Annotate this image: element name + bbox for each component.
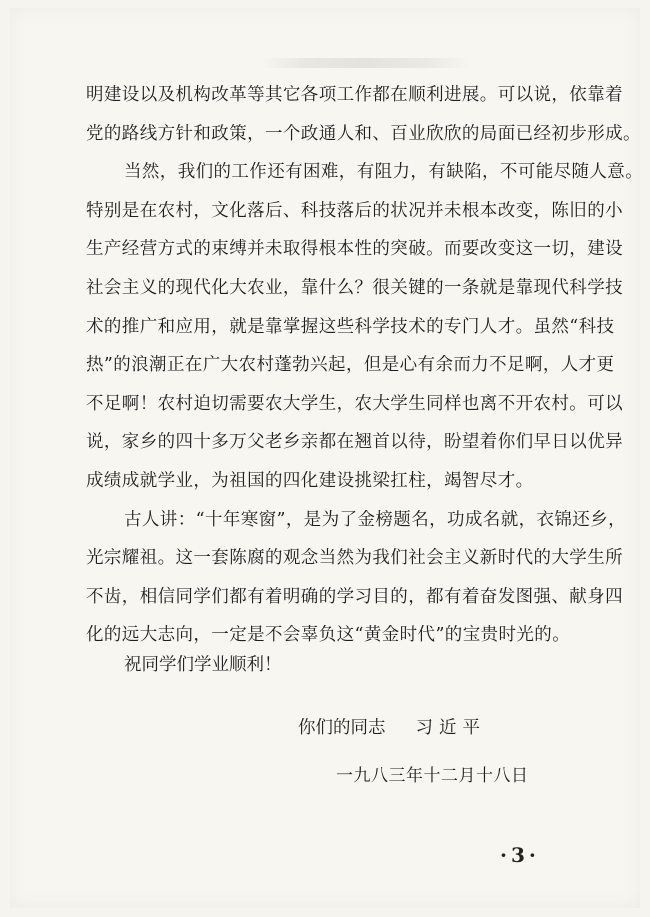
text-line: 化的远大志向，一定是不会辜负这“黄金时代”的宝贵时光的。 bbox=[86, 625, 571, 646]
signature-name: 习近平 bbox=[415, 718, 486, 738]
text-line: 党的路线方针和政策，一个政通人和、百业欣欣的局面已经初步形成。 bbox=[86, 123, 641, 144]
letter-date: 一九八三年十二月十八日 bbox=[336, 766, 529, 786]
text-line: 热”的浪潮正在广大农村蓬勃兴起，但是心有余而力不足啊，人才更 bbox=[86, 355, 615, 376]
text-line: 说，家乡的四十多万父老乡亲都在翘首以待，盼望着你们早日以优异 bbox=[86, 432, 623, 453]
text-line: 特别是在农村，文化落后、科技落后的状况并未根本改变，陈旧的小 bbox=[86, 200, 623, 221]
text-line: 光宗耀祖。这一套陈腐的观念当然为我们社会主义新时代的大学生所 bbox=[86, 548, 623, 569]
closing-line: 祝同学们学业顺利！ bbox=[124, 655, 282, 675]
signature-prefix: 你们的同志 bbox=[298, 718, 386, 738]
text-line: 明建设以及机构改革等其它各项工作都在顺利进展。可以说，依靠着 bbox=[86, 85, 623, 105]
text-line: 不足啊！农村迫切需要农大学生，农大学生同样也离不开农村。可以 bbox=[86, 393, 623, 414]
text-line: 当然，我们的工作还有困难，有阻力，有缺陷，不可能尽随人意。 bbox=[124, 162, 644, 183]
signature bbox=[298, 714, 486, 739]
bleed-through-mark bbox=[260, 58, 470, 68]
text-line: 不齿，相信同学们都有着明确的学习目的，都有着奋发图强、献身四 bbox=[86, 586, 623, 607]
text-line: 成绩成就学业，为祖国的四化建设挑梁扛柱，竭智尽才。 bbox=[86, 470, 534, 491]
text-line: 社会主义的现代化大农业，靠什么？很关键的一条就是靠现代科学技 bbox=[86, 277, 623, 298]
text-line: 古人讲：“十年寒窗”，是为了金榜题名，功成名就，衣锦还乡， bbox=[124, 509, 626, 530]
page-number: ·3· bbox=[500, 843, 540, 867]
document-page bbox=[10, 8, 644, 908]
text-line: 生产经营方式的束缚并未取得根本性的突破。而要改变这一切，建设 bbox=[86, 239, 623, 260]
text-line: 术的推广和应用，就是靠掌握这些科学技术的专门人才。虽然“科技 bbox=[86, 316, 615, 337]
letter-body bbox=[86, 76, 644, 655]
